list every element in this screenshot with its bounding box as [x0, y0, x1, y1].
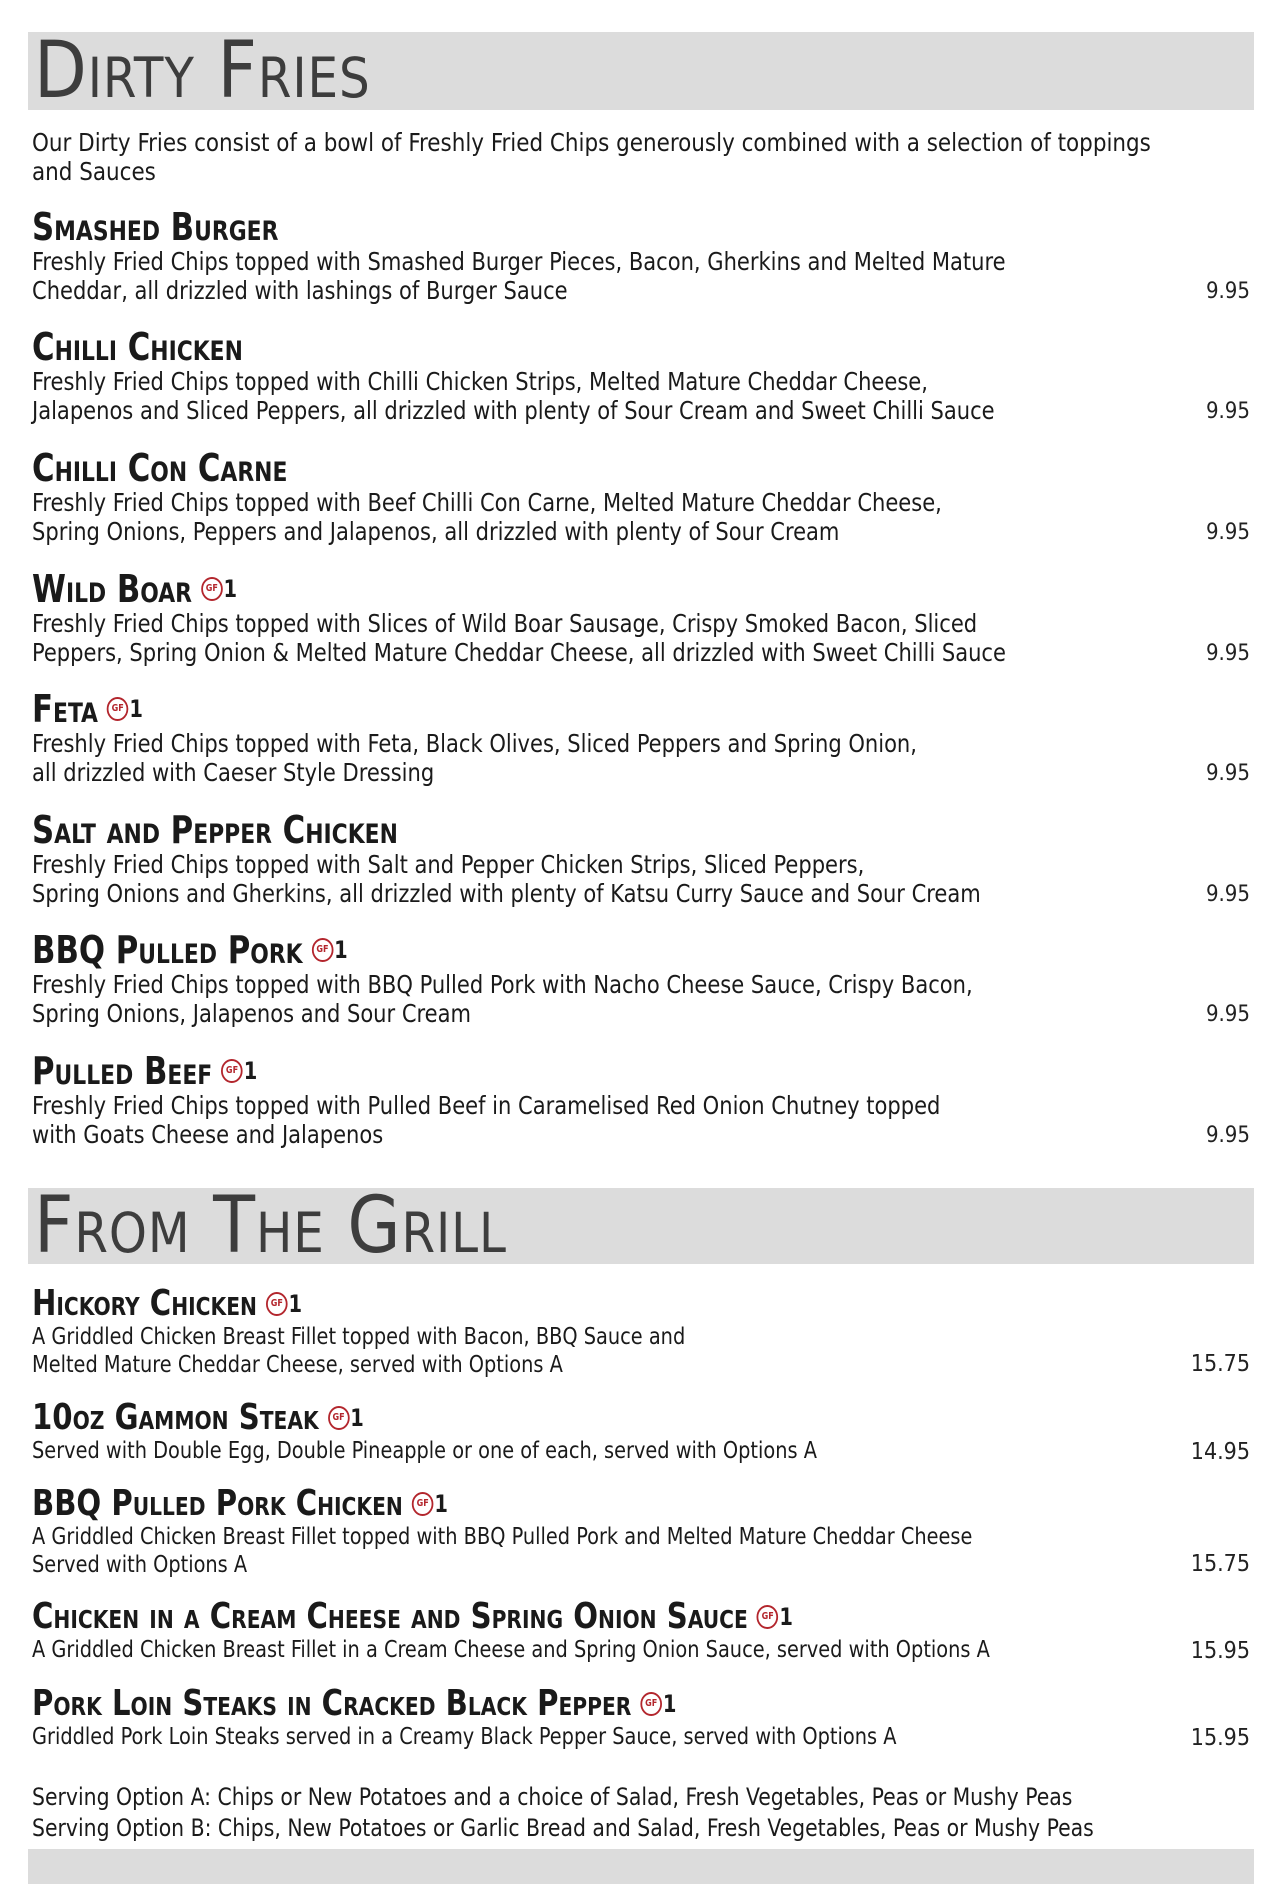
item-name: Wild Boar [32, 567, 193, 611]
menu-item [32, 207, 1250, 305]
dirty-fries-intro: Our Dirty Fries consist of a bowl of Freshly Fried Chips generously combined with a selection of toppings and Sauces [32, 128, 1151, 186]
gluten-free-icon: GF [107, 697, 129, 721]
item-price: 15.95 [1190, 1725, 1250, 1751]
gf-note-number: 1 [243, 1057, 258, 1085]
gluten-free-icon: GF [328, 1406, 350, 1430]
item-description: Freshly Fried Chips topped with Salt and Pepper Chicken Strips, Sliced Peppers, [32, 850, 865, 879]
item-name: BBQ Pulled Pork Chicken [32, 1483, 403, 1524]
item-description: with Goats Cheese and Jalapenos [32, 1120, 384, 1149]
gluten-free-indicator [266, 1285, 302, 1323]
from-the-grill-banner [28, 1181, 1254, 1271]
gluten-free-indicator [221, 1051, 257, 1091]
gf-note-number: 1 [223, 575, 238, 603]
menu-item [32, 810, 1250, 908]
item-price: 14.95 [1190, 1439, 1250, 1465]
item-description: all drizzled with Caeser Style Dressing [32, 758, 435, 787]
item-description: Freshly Fried Chips topped with BBQ Pulled Pork with Nacho Cheese Sauce, Crispy Bacon, [32, 970, 973, 999]
item-description: Freshly Fried Chips topped with Chilli Chicken Strips, Melted Mature Cheddar Cheese, [32, 367, 928, 396]
gf-note-number: 1 [779, 1603, 793, 1631]
item-description: Jalapenos and Sliced Peppers, all drizzled with plenty of Sour Cream and Sweet Chilli Sauce [32, 396, 995, 425]
item-description: Freshly Fried Chips topped with Smashed Burger Pieces, Bacon, Gherkins and Melted Mature [32, 247, 1006, 276]
item-description: Served with Options A [32, 1552, 248, 1578]
gluten-free-icon: GF [412, 1492, 434, 1516]
gluten-free-icon: GF [312, 938, 334, 962]
item-description: Peppers, Spring Onion & Melted Mature Cheddar Cheese, all drizzled with Sweet Chilli Sauce [32, 638, 1006, 667]
item-price: 15.75 [1190, 1551, 1250, 1577]
item-price: 9.95 [1205, 399, 1250, 424]
item-name: Chilli Con Carne [32, 446, 288, 490]
gf-note-number: 1 [350, 1404, 364, 1432]
item-price: 9.95 [1205, 1002, 1250, 1027]
menu-item [32, 1485, 1250, 1579]
bottom-banner [28, 1849, 1254, 1884]
gluten-free-icon: GF [221, 1059, 243, 1083]
item-price: 9.95 [1205, 761, 1250, 786]
item-description: Spring Onions and Gherkins, all drizzled with plenty of Katsu Curry Sauce and Sour Cream [32, 879, 981, 908]
item-name: Pulled Beef [32, 1049, 213, 1093]
menu-item [32, 1685, 1250, 1751]
menu-item [32, 1285, 1250, 1379]
section-title-from-the-grill: From The Grill [34, 1181, 507, 1271]
item-price: 9.95 [1205, 1123, 1250, 1148]
menu-item [32, 1051, 1250, 1149]
item-price: 15.75 [1190, 1351, 1250, 1377]
gluten-free-indicator [328, 1399, 364, 1437]
menu-item [32, 327, 1250, 425]
item-name: Chilli Chicken [32, 325, 243, 369]
serving-option-a: Serving Option A: Chips or New Potatoes and a choice of Salad, Fresh Vegetables, Peas or Mushy Peas [32, 1783, 1073, 1811]
item-name: 10oz Gammon Steak [32, 1397, 319, 1438]
serving-option-b: Serving Option B: Chips, New Potatoes or Garlic Bread and Salad, Fresh Vegetables, Peas or Mushy Peas [32, 1814, 1094, 1842]
gluten-free-indicator [201, 569, 237, 609]
gf-note-number: 1 [334, 936, 348, 964]
menu-item [32, 1598, 1250, 1664]
item-name: Salt and Pepper Chicken [32, 808, 398, 852]
item-name: BBQ Pulled Pork [32, 928, 303, 972]
item-name: Chicken in a Cream Cheese and Spring Onion Sauce [32, 1596, 748, 1637]
item-price: 9.95 [1205, 641, 1250, 666]
gluten-free-indicator [107, 689, 143, 729]
item-price: 9.95 [1205, 520, 1250, 545]
item-description: Spring Onions, Jalapenos and Sour Cream [32, 999, 471, 1028]
menu-item [32, 689, 1250, 787]
menu-item [32, 569, 1250, 667]
gf-note-number: 1 [129, 695, 143, 723]
gf-note-number: 1 [288, 1290, 303, 1318]
item-description: Served with Double Egg, Double Pineapple or one of each, served with Options A [32, 1438, 817, 1464]
gluten-free-icon: GF [201, 577, 223, 601]
gf-note-number: 1 [434, 1490, 448, 1518]
item-name: Hickory Chicken [32, 1283, 257, 1324]
gluten-free-indicator [412, 1485, 448, 1523]
dirty-fries-banner [28, 26, 1254, 116]
item-description: A Griddled Chicken Breast Fillet topped with BBQ Pulled Pork and Melted Mature Cheddar Cheese [32, 1524, 973, 1550]
menu-item [32, 448, 1250, 546]
gluten-free-icon: GF [757, 1605, 779, 1629]
item-description: A Griddled Chicken Breast Fillet in a Cream Cheese and Spring Onion Sauce, served with Options A [32, 1637, 990, 1663]
item-description: Cheddar, all drizzled with lashings of Burger Sauce [32, 276, 568, 305]
item-description: Freshly Fried Chips topped with Slices of Wild Boar Sausage, Crispy Smoked Bacon, Sliced [32, 609, 978, 638]
gluten-free-icon: GF [640, 1692, 662, 1716]
gluten-free-indicator [757, 1598, 793, 1636]
gf-note-number: 1 [662, 1690, 677, 1718]
item-description: A Griddled Chicken Breast Fillet topped with Bacon, BBQ Sauce and [32, 1324, 686, 1350]
item-name: Smashed Burger [32, 205, 279, 249]
item-price: 9.95 [1205, 882, 1250, 907]
gluten-free-indicator [640, 1685, 676, 1723]
gluten-free-indicator [312, 930, 348, 970]
item-description: Griddled Pork Loin Steaks served in a Creamy Black Pepper Sauce, served with Options A [32, 1724, 897, 1750]
item-description: Freshly Fried Chips topped with Beef Chilli Con Carne, Melted Mature Cheddar Cheese, [32, 488, 942, 517]
item-price: 9.95 [1205, 279, 1250, 304]
item-name: Pork Loin Steaks in Cracked Black Pepper [32, 1683, 632, 1724]
serving-options [32, 1782, 1094, 1844]
section-title-dirty-fries: Dirty Fries [34, 26, 371, 116]
menu-item [32, 930, 1250, 1028]
gluten-free-icon: GF [266, 1292, 288, 1316]
item-description: Freshly Fried Chips topped with Feta, Black Olives, Sliced Peppers and Spring Onion, [32, 729, 917, 758]
item-description: Melted Mature Cheddar Cheese, served with Options A [32, 1352, 563, 1378]
item-price: 15.95 [1190, 1638, 1250, 1664]
item-name: Feta [32, 687, 98, 731]
item-description: Freshly Fried Chips topped with Pulled Beef in Caramelised Red Onion Chutney topped [32, 1091, 941, 1120]
item-description: Spring Onions, Peppers and Jalapenos, all drizzled with plenty of Sour Cream [32, 517, 840, 546]
menu-item [32, 1399, 1250, 1465]
